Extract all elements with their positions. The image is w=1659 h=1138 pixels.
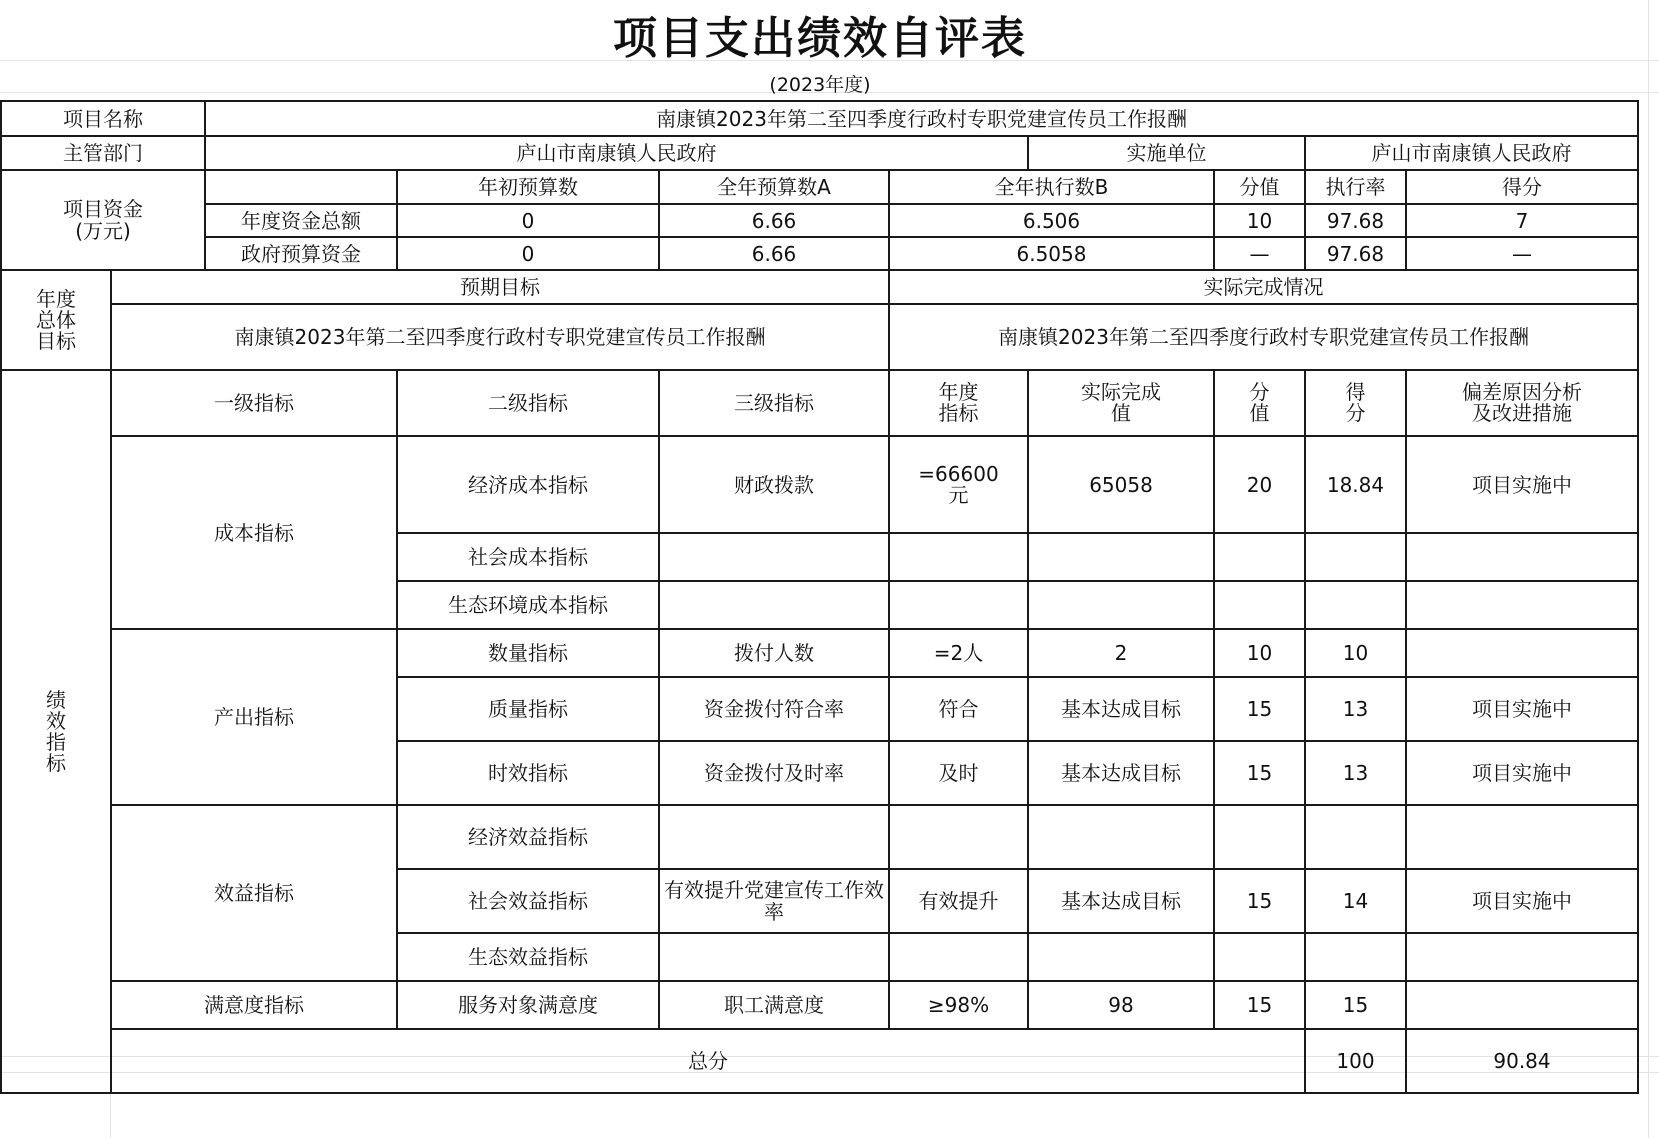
level2-cell: 服务对象满意度 — [397, 981, 659, 1029]
level3-cell: 资金拨付符合率 — [659, 677, 889, 741]
level3-cell — [659, 533, 889, 581]
funds-row-score: — — [1406, 237, 1638, 270]
level2-cell: 经济效益指标 — [397, 805, 659, 869]
reason-cell — [1406, 805, 1638, 869]
goals-expected-label: 预期目标 — [111, 270, 889, 304]
total-score: 90.84 — [1406, 1029, 1638, 1093]
score-cell — [1305, 581, 1406, 629]
group-cost: 成本指标 — [111, 436, 397, 629]
level3-cell: 有效提升党建宣传工作效率 — [659, 869, 889, 933]
group-benefit: 效益指标 — [111, 805, 397, 981]
level3-cell — [659, 933, 889, 981]
level3-cell: 职工满意度 — [659, 981, 889, 1029]
reason-cell: 项目实施中 — [1406, 436, 1638, 533]
funds-row-label: 年度资金总额 — [205, 204, 397, 237]
score-cell: 13 — [1305, 677, 1406, 741]
funds-row-score-value: 10 — [1214, 204, 1305, 237]
funds-row-executed: 6.506 — [889, 204, 1214, 237]
reason-cell: 项目实施中 — [1406, 741, 1638, 805]
level2-cell: 社会效益指标 — [397, 869, 659, 933]
level3-cell: 拨付人数 — [659, 629, 889, 677]
reason-cell: 项目实施中 — [1406, 869, 1638, 933]
actual-cell: 2 — [1028, 629, 1214, 677]
weight-cell — [1214, 581, 1305, 629]
target-cell: =2人 — [889, 629, 1028, 677]
dept-label: 主管部门 — [1, 136, 205, 170]
funds-row-score: 7 — [1406, 204, 1638, 237]
target-cell: 及时 — [889, 741, 1028, 805]
level3-cell: 财政拨款 — [659, 436, 889, 533]
actual-cell — [1028, 805, 1214, 869]
header-level1: 一级指标 — [111, 370, 397, 436]
weight-cell — [1214, 933, 1305, 981]
actual-cell — [1028, 533, 1214, 581]
level2-cell: 生态效益指标 — [397, 933, 659, 981]
weight-cell — [1214, 533, 1305, 581]
target-cell — [889, 581, 1028, 629]
funds-header-score-value: 分值 — [1214, 170, 1305, 204]
target-cell: =66600元 — [889, 436, 1028, 533]
self-evaluation-table — [0, 100, 1639, 1094]
funds-header-executed: 全年执行数B — [889, 170, 1214, 204]
target-cell: ≥98% — [889, 981, 1028, 1029]
actual-cell: 基本达成目标 — [1028, 741, 1214, 805]
target-cell — [889, 533, 1028, 581]
score-cell — [1305, 533, 1406, 581]
target-cell: 符合 — [889, 677, 1028, 741]
level2-cell: 数量指标 — [397, 629, 659, 677]
group-output: 产出指标 — [111, 629, 397, 805]
funds-row-initial: 0 — [397, 237, 659, 270]
funds-row-rate: 97.68 — [1305, 237, 1406, 270]
reason-cell — [1406, 981, 1638, 1029]
score-cell: 10 — [1305, 629, 1406, 677]
funds-row-initial: 0 — [397, 204, 659, 237]
header-target: 年度指标 — [889, 370, 1028, 436]
weight-cell: 20 — [1214, 436, 1305, 533]
funds-header-blank — [205, 170, 397, 204]
level2-cell: 社会成本指标 — [397, 533, 659, 581]
goals-expected: 南康镇2023年第二至四季度行政村专职党建宣传员工作报酬 — [111, 304, 889, 370]
funds-header-initial: 年初预算数 — [397, 170, 659, 204]
weight-cell: 15 — [1214, 741, 1305, 805]
group-satisfaction: 满意度指标 — [111, 981, 397, 1029]
target-cell: 有效提升 — [889, 869, 1028, 933]
actual-cell: 基本达成目标 — [1028, 869, 1214, 933]
reason-cell: 项目实施中 — [1406, 677, 1638, 741]
funds-row-executed: 6.5058 — [889, 237, 1214, 270]
reason-cell — [1406, 933, 1638, 981]
project-name-label: 项目名称 — [1, 101, 205, 136]
score-cell — [1305, 933, 1406, 981]
weight-cell: 15 — [1214, 869, 1305, 933]
funds-row-budget: 6.66 — [659, 204, 889, 237]
funds-row-rate: 97.68 — [1305, 204, 1406, 237]
page-title: 项目支出绩效自评表 — [613, 13, 1027, 64]
funds-row-label: 政府预算资金 — [205, 237, 397, 270]
target-cell — [889, 933, 1028, 981]
indicators-label: 绩效指标 — [1, 370, 111, 1093]
level3-cell — [659, 805, 889, 869]
level2-cell: 经济成本指标 — [397, 436, 659, 533]
reason-cell — [1406, 533, 1638, 581]
reason-cell — [1406, 581, 1638, 629]
score-cell: 18.84 — [1305, 436, 1406, 533]
target-cell — [889, 805, 1028, 869]
reason-cell — [1406, 629, 1638, 677]
level3-cell: 资金拨付及时率 — [659, 741, 889, 805]
goals-actual-label: 实际完成情况 — [889, 270, 1638, 304]
funds-row-score-value: — — [1214, 237, 1305, 270]
header-level3: 三级指标 — [659, 370, 889, 436]
goals-actual: 南康镇2023年第二至四季度行政村专职党建宣传员工作报酬 — [889, 304, 1638, 370]
actual-cell: 基本达成目标 — [1028, 677, 1214, 741]
weight-cell: 15 — [1214, 677, 1305, 741]
header-actual: 实际完成值 — [1028, 370, 1214, 436]
dept-value: 庐山市南康镇人民政府 — [205, 136, 1028, 170]
score-cell — [1305, 805, 1406, 869]
header-score: 得分 — [1305, 370, 1406, 436]
level3-cell — [659, 581, 889, 629]
level2-cell: 质量指标 — [397, 677, 659, 741]
score-cell: 14 — [1305, 869, 1406, 933]
total-label: 总分 — [111, 1029, 1305, 1093]
weight-cell — [1214, 805, 1305, 869]
funds-label: 项目资金 (万元) — [1, 170, 205, 270]
level2-cell: 生态环境成本指标 — [397, 581, 659, 629]
funds-header-budget: 全年预算数A — [659, 170, 889, 204]
header-reason: 偏差原因分析及改进措施 — [1406, 370, 1638, 436]
score-cell: 15 — [1305, 981, 1406, 1029]
funds-header-rate: 执行率 — [1305, 170, 1406, 204]
unit-value: 庐山市南康镇人民政府 — [1305, 136, 1638, 170]
level2-cell: 时效指标 — [397, 741, 659, 805]
unit-label: 实施单位 — [1028, 136, 1305, 170]
funds-row-budget: 6.66 — [659, 237, 889, 270]
project-name: 南康镇2023年第二至四季度行政村专职党建宣传员工作报酬 — [205, 101, 1638, 136]
weight-cell: 10 — [1214, 629, 1305, 677]
actual-cell: 65058 — [1028, 436, 1214, 533]
page-subtitle: (2023年度) — [769, 74, 871, 96]
weight-cell: 15 — [1214, 981, 1305, 1029]
header-weight: 分值 — [1214, 370, 1305, 436]
goals-label: 年度总体目标 — [1, 270, 111, 370]
header-level2: 二级指标 — [397, 370, 659, 436]
funds-header-score: 得分 — [1406, 170, 1638, 204]
total-weight: 100 — [1305, 1029, 1406, 1093]
actual-cell — [1028, 581, 1214, 629]
actual-cell: 98 — [1028, 981, 1214, 1029]
actual-cell — [1028, 933, 1214, 981]
score-cell: 13 — [1305, 741, 1406, 805]
